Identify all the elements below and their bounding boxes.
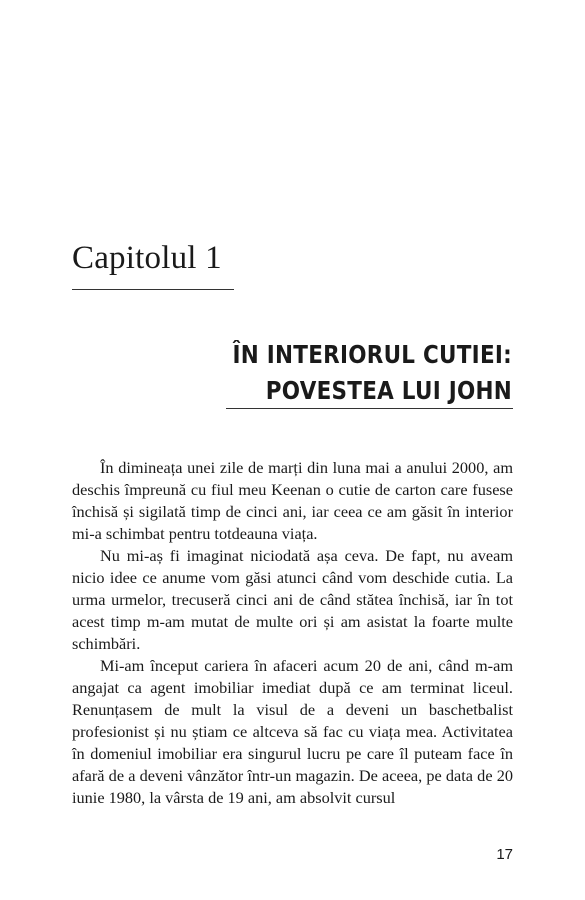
chapter-label-rule (72, 289, 234, 290)
chapter-label: Capitolul 1 (72, 240, 222, 276)
page-number: 17 (496, 846, 513, 863)
body-text (72, 457, 513, 809)
chapter-title-rule (226, 408, 513, 409)
paragraph: Nu mi-aș fi imaginat niciodată așa ceva. De fapt, nu aveam nicio idee ce anume vom găsi atunci când vom deschide cutia. La urma urmelor, trecuseră cinci ani de când stătea închisă, iar în tot acest timp m-am mutat de multe ori și am asistat la foarte multe schimbări. (72, 546, 513, 653)
chapter-title (134, 337, 512, 409)
chapter-title-line-2: POVESTEA LUI JOHN (265, 376, 512, 405)
chapter-title-line-1: ÎN INTERIORUL CUTIEI: (232, 340, 512, 369)
paragraph: În dimineața unei zile de marți din luna mai a anului 2000, am deschis împreună cu fiul meu Keenan o cutie de carton care fusese închisă și sigilată timp de cinci ani, iar ceea ce am găsit în interior mi-a schimbat pentru totdeauna viața. (72, 458, 513, 543)
paragraph: Mi-am început cariera în afaceri acum 20 de ani, când m-am angajat ca agent imobiliar imediat după ce am terminat liceul. Renunțasem de mult la visul de a deveni un baschetbalist profesionist și nu știam ce altceva să fac cu viața mea. Activitatea în domeniul imobiliar era singurul lucru pe care îl puteam face în afară de a deveni vânzător într-un magazin. De aceea, pe data de 20 iunie 1980, la vârsta de 19 ani, am absolvit cursul (72, 656, 513, 807)
